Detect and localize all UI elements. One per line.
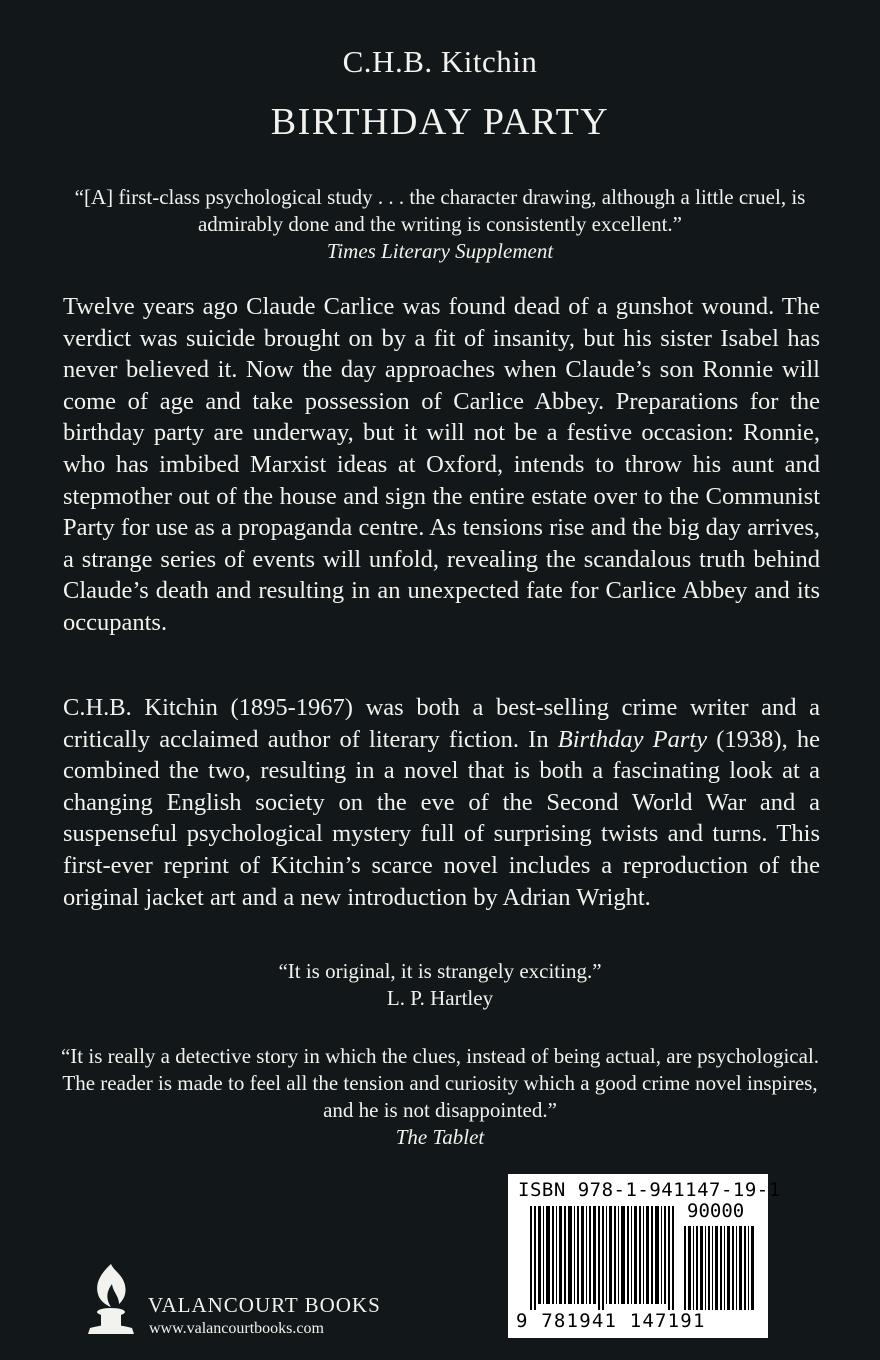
publisher-name: VALANCOURT BOOKS [148,1293,381,1317]
quote-text: “It is original, it is strangely exciting.” [278,959,602,983]
quote-source: The Tablet [395,1125,485,1149]
price-code: 90000 [687,1200,745,1222]
quote-source: Times Literary Supplement [326,239,554,263]
review-quote-hartley [60,958,820,1012]
quote-text: “[A] first-class psychological study . . . the character drawing, although a little cruel, is admirably done and the writing is consistently excellent.” [74,185,806,236]
barcode-bars [530,1206,678,1310]
author-bio-paragraph [63,692,820,913]
barcode-digits: 9 781941 147191 [516,1310,706,1332]
isbn-barcode [508,1174,781,1338]
author-name: C.H.B. Kitchin [342,44,538,79]
publisher-url: www.valancourtbooks.com [149,1320,324,1337]
quote-source: L. P. Hartley [386,986,494,1010]
bio-text-start: C.H.B. Kitchin (1895-1967) was both a best-selling crime writer and a critically acclaimed author of literary fiction. In [63,694,820,753]
bio-text-end: (1938), he combined the two, resulting in a novel that is both a fascinating look at a changing English society on the eve of the Second World War and a suspenseful psychological mystery full of surprising twists and turns. This first-ever reprint of Kitchin’s scarce novel includes a reproduction of the original jacket art and a new introduction by Adrian Wright. [63,725,820,911]
quote-text: “It is really a detective story in which the clues, instead of being actual, are psychological. The reader is made to feel all the tension and curiosity which a good crime novel inspires, and he is not disappointed.” [60,1044,820,1122]
lamp-flame-icon [86,1258,136,1338]
isbn-label: ISBN 978-1-941147-19-1 [518,1179,781,1201]
price-barcode-bars [684,1226,756,1310]
review-quote-tls [60,184,820,265]
book-title: BIRTHDAY PARTY [270,101,610,143]
review-quote-tablet [60,1043,820,1151]
bio-book-title: Birthday Party [557,725,708,753]
synopsis-paragraph: Twelve years ago Claude Carlice was found dead of a gunshot wound. The verdict was suicide brought on by a fit of insanity, but his sister Isabel has never believed it. Now the day approaches when Claude’s son Ronnie will come of age and take possession of Carlice Abbey. Preparations for the birthday party are underway, but it will not be a festive occasion: Ronnie, who has imbibed Marxist ideas at Oxford, intends to throw his aunt and stepmother out of the house and sign the entire estate over to the Communist Party for use as a propaganda centre. As tensions rise and the big day arrives, a strange series of events will unfold, revealing the scandalous truth behind Claude’s death and resulting in an unexpected fate for Carlice Abbey and its occupants. [63,293,820,636]
